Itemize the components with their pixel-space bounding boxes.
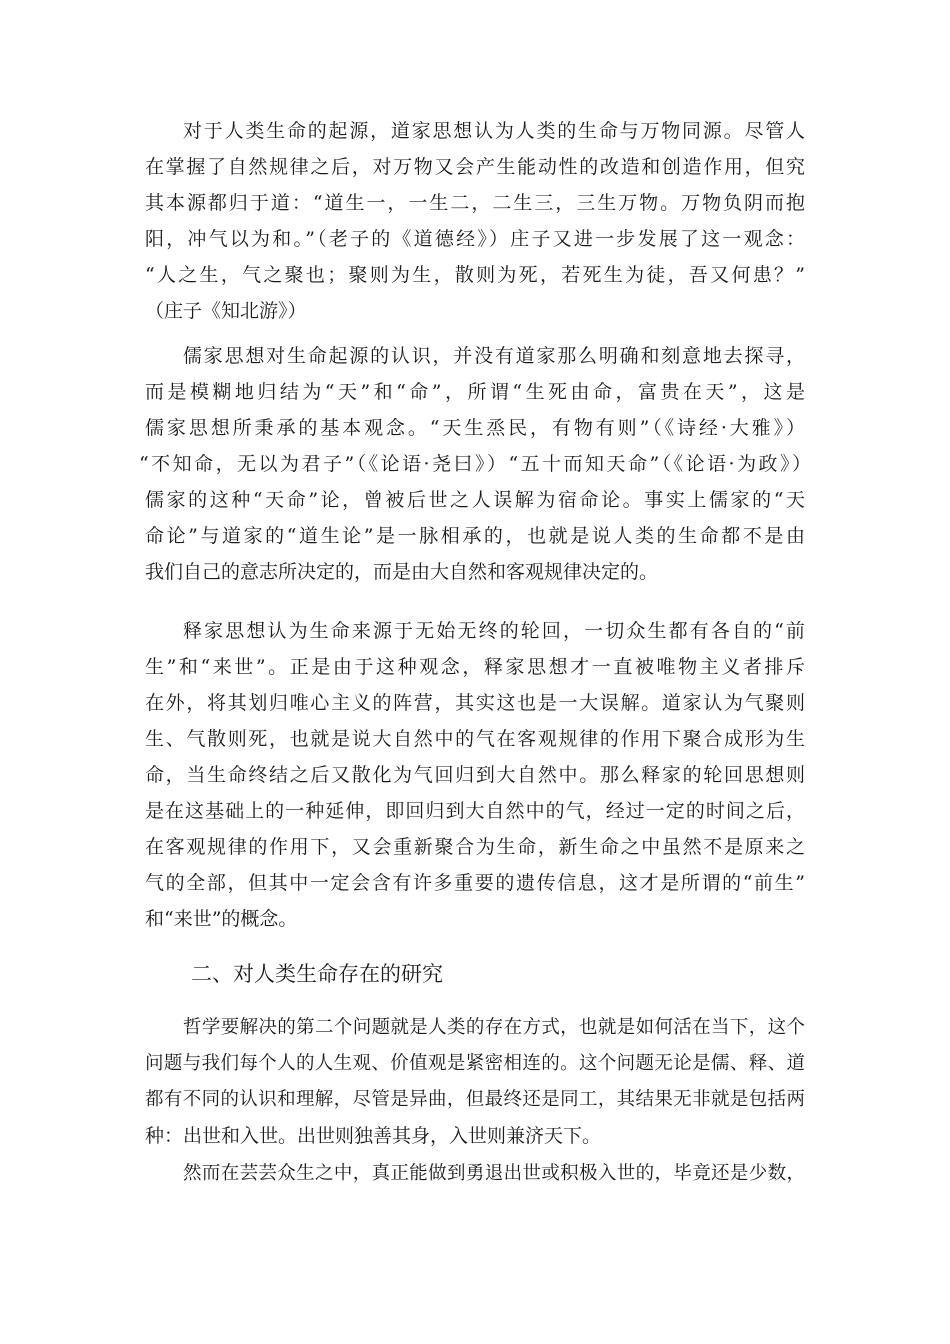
text-line: 释家思想认为生命来源于无始无终的轮回，一切众生都有各自的“前	[183, 620, 805, 642]
text-line: 对于人类生命的起源，道家思想认为人类的生命与万物同源。尽管人	[183, 120, 805, 142]
text-line: 其本源都归于道：“道生一，一生二，二生三，三生万物。万物负阴而抱	[145, 192, 805, 214]
text-line: 在掌握了自然规律之后，对万物又会产生能动性的改造和创造作用，但究	[145, 156, 805, 178]
text-line: 气的全部，但其中一定会含有许多重要的遗传信息，这才是所谓的“前生”	[145, 872, 805, 894]
text-line: 生、气散则死，也就是说大自然中的气在客观规律的作用下聚合成形为生	[145, 728, 805, 750]
text-line: 命，当生命终结之后又散化为气回归到大自然中。那么释家的轮回思想则	[145, 764, 805, 786]
text-line: 命论”与道家的“道生论”是一脉相承的，也就是说人类的生命都不是由	[145, 525, 805, 547]
text-line: 在外，将其划归唯心主义的阵营，其实这也是一大误解。道家认为气聚则	[145, 692, 805, 714]
text-line: 而是模糊地归结为“天”和“命”，所谓“生死由命，富贵在天”，这是	[145, 381, 805, 403]
text-line: 问题与我们每个人的人生观、价值观是紧密相连的。这个问题无论是儒、释、道	[145, 1053, 805, 1074]
section-heading: 二、对人类生命存在的研究	[191, 962, 443, 986]
text-line: 然而在芸芸众生之中，真正能做到勇退出世或积极入世的，毕竟还是少数，	[183, 1163, 805, 1184]
text-line: 我们自己的意志所决定的，而是由大自然和客观规律决定的。	[145, 561, 659, 583]
text-line: 生”和“来世”。正是由于这种观念，释家思想才一直被唯物主义者排斥	[145, 656, 805, 678]
text-line: 儒家思想对生命起源的认识，并没有道家那么明确和刻意地去探寻，	[183, 345, 805, 367]
text-line: 在客观规律的作用下，又会重新聚合为生命，新生命之中虽然不是原来之	[145, 836, 805, 858]
paragraph-buddhist-origin	[145, 613, 805, 937]
text-line: 儒家的这种“天命”论，曾被后世之人误解为宿命论。事实上儒家的“天	[145, 489, 805, 511]
text-line: 和“来世”的概念。	[145, 908, 298, 930]
text-line: （庄子《知北游》）	[145, 300, 307, 322]
paragraph-confucian-origin	[139, 338, 811, 590]
text-line: “不知命，无以为君子”（《论语·尧曰》）“五十而知天命”（《论语·为政》）	[139, 453, 811, 475]
text-line: 儒家思想所秉承的基本观念。“天生烝民，有物有则”（《诗经·大雅》）	[145, 417, 805, 439]
paragraph-daoist-origin	[145, 113, 805, 329]
text-line: 哲学要解决的第二个问题就是人类的存在方式，也就是如何活在当下，这个	[183, 1017, 805, 1038]
text-line: 是在这基础上的一种延伸，即回归到大自然中的气，经过一定的时间之后，	[145, 800, 805, 822]
text-line: 都有不同的认识和理解，尽管是异曲，但最终还是同工，其结果无非就是包括两	[145, 1089, 805, 1110]
paragraph-existence	[145, 1010, 805, 1154]
text-line: 种：出世和入世。出世则独善其身，入世则兼济天下。	[145, 1125, 602, 1147]
text-line: “人之生，气之聚也；聚则为生，散则为死，若死生为徒，吾又何患？”	[145, 264, 805, 286]
paragraph-multitude	[145, 1156, 805, 1192]
text-line: 阳，冲气以为和。”（老子的《道德经》）庄子又进一步发展了这一观念：	[145, 228, 805, 250]
